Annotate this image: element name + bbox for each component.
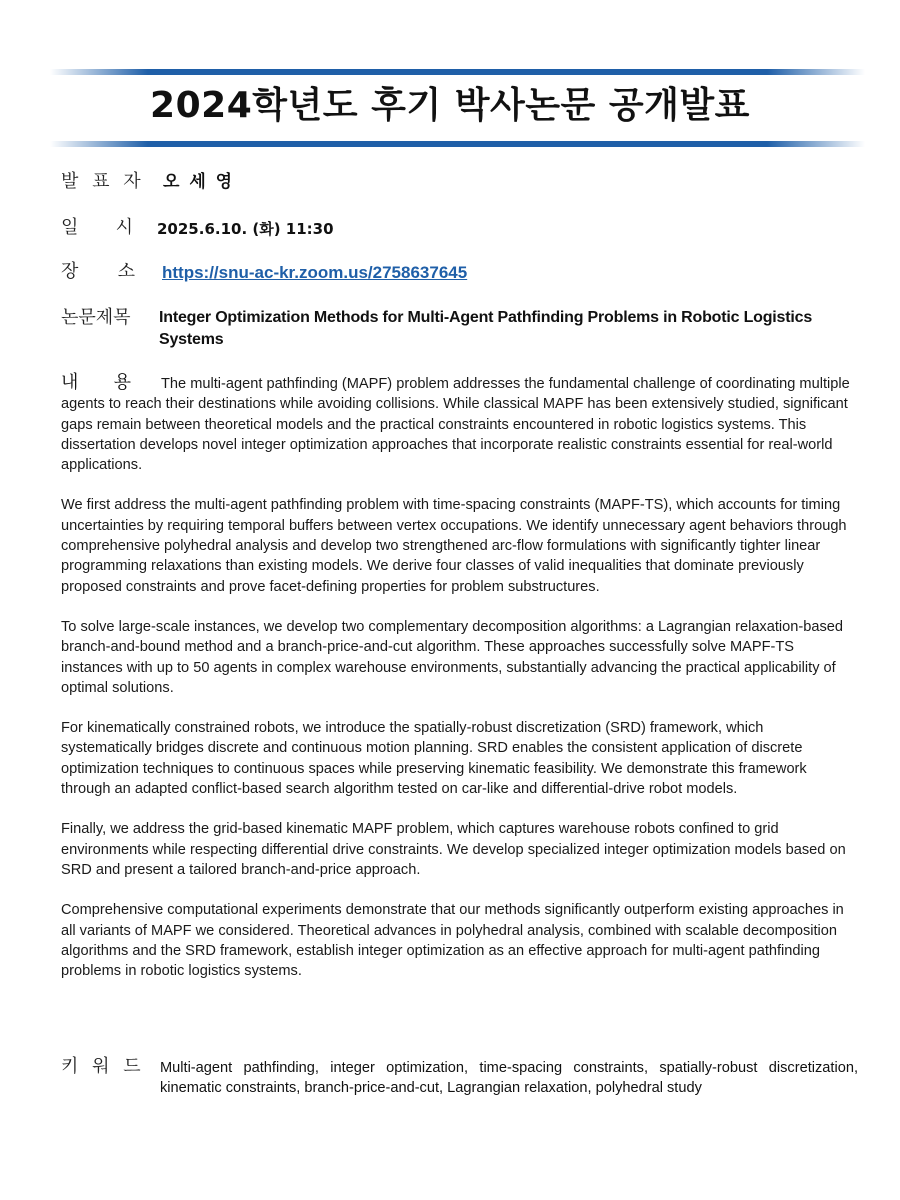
location-label-char: 소: [117, 261, 135, 282]
thesis-title: Integer Optimization Methods for Multi-Agent Pathfinding Problems in Robotic Logistics Systems: [159, 309, 813, 348]
abstract: [61, 374, 851, 1001]
presenter-label: 발 표 자: [61, 171, 145, 192]
keywords-label: 키 워 드: [61, 1056, 145, 1077]
content-label-char: 내: [61, 372, 79, 393]
datetime-label-char: 시: [115, 217, 133, 238]
location-value: [162, 262, 467, 284]
abstract-paragraph: Comprehensive computational experiments demonstrate that our methods significantly outperform existing approaches in all variants of MAPF we considered. Theoretical advances in polyhedral analysis, combined with scalable decomposition algorithms and the SRD framework, establish integer optimization as an effective approach for multi-agent pathfinding problems in robotic logistics systems.: [61, 902, 844, 980]
abstract-paragraph: For kinematically constrained robots, we introduce the spatially-robust discretization (SRD) framework, which systematically bridges discrete and continuous motion planning. SRD enables the consistent application of discrete optimization techniques to continuous spaces while preserving kinematic feasibility. We demonstrate this framework through an adapted conflict-based search algorithm tested on car-like and differential-drive robot models.: [61, 720, 807, 798]
location-label-char: 장: [61, 261, 79, 282]
datetime-label: [61, 217, 133, 239]
zoom-link[interactable]: https://snu-ac-kr.zoom.us/2758637645: [162, 263, 468, 282]
header-top-rule: [50, 69, 865, 75]
abstract-paragraph: Finally, we address the grid-based kinematic MAPF problem, which captures warehouse robots confined to grid environments while respecting differential drive constraints. We develop specialized integer optimization models based on SRD and present a tailored branch-and-price approach.: [61, 821, 846, 878]
keywords-value: Multi-agent pathfinding, integer optimization, time-spacing constraints, spatially-robust discretization, kinematic constraints, branch-price-and-cut, Lagrangian relaxation, polyhedral study: [160, 1060, 858, 1097]
abstract-paragraph: We first address the multi-agent pathfinding problem with time-spacing constraints (MAPF-TS), which accounts for timing uncertainties by requiring temporal buffers between vertex occupations. We identify unnecessary agent behaviors through comprehensive polyhedral analysis and develop two strengthened arc-flow formulations with significantly tighter linear programming relaxations than existing models. We derive four classes of valid inequalities that dominate previously proposed constraints and prove facet-defining properties for problem substructures.: [61, 497, 847, 595]
datetime-label-char: 일: [61, 217, 79, 238]
abstract-paragraph: To solve large-scale instances, we develop two complementary decomposition algorithms: a Lagrangian relaxation-based branch-and-bound method and a branch-price-and-cut algorithm. These approaches successfully solve MAPF-TS instances with up to 50 agents in complex warehouse environments, substantially advancing the practical applicability of optimal solutions.: [61, 618, 843, 696]
header-bottom-rule: [50, 141, 865, 147]
content-label-char: 용: [113, 372, 131, 393]
page-title: 2024학년도 후기 박사논문 공개발표: [150, 85, 750, 126]
location-label: [61, 261, 135, 283]
thesis-label: 논문제목: [61, 307, 131, 328]
abstract-paragraph: The multi-agent pathfinding (MAPF) problem addresses the fundamental challenge of coordinating multiple agents to reach their destinations while avoiding collisions. While classical MAPF has been extensively studied, significant gaps remain between theoretical models and the practical constraints encountered in robotic logistics systems. This dissertation develops novel integer optimization approaches that incorporate realistic constraints essential for real-world applications.: [61, 376, 850, 474]
presenter-name: 오 세 영: [163, 172, 235, 192]
datetime-value: 2025.6.10. (화) 11:30: [157, 220, 334, 238]
